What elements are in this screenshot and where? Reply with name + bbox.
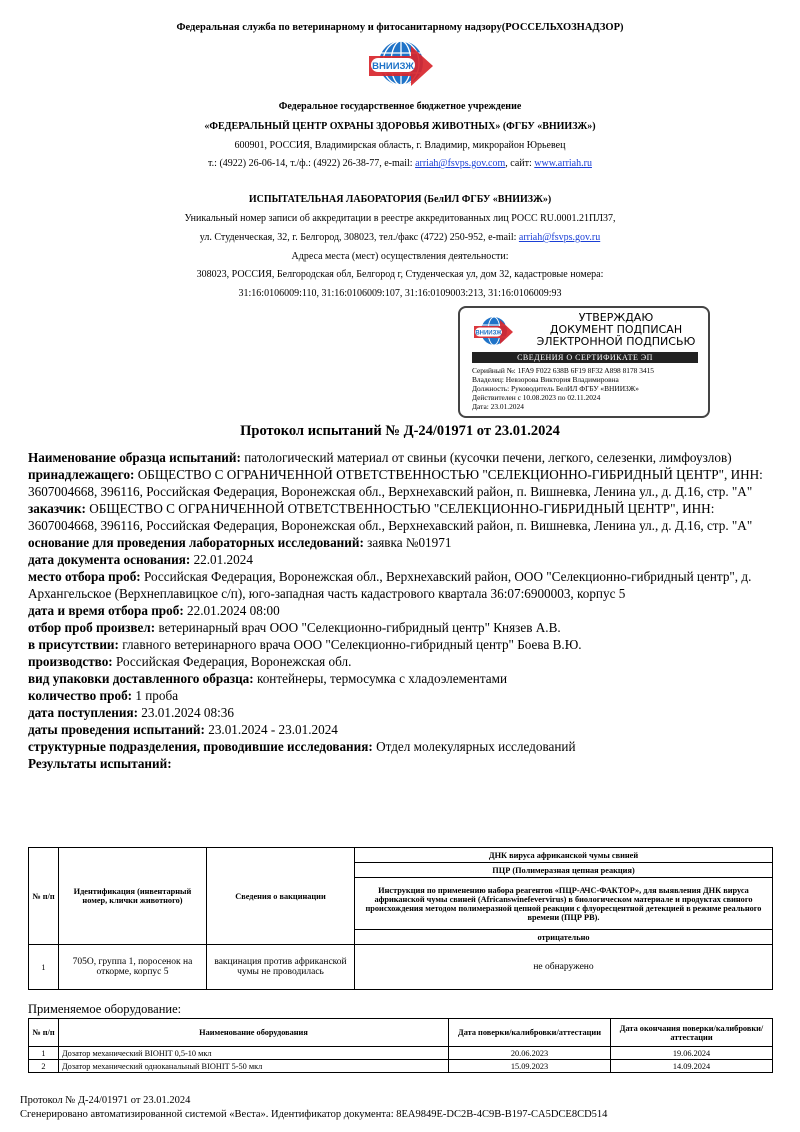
stamp-position: Должность: Руководитель БелИЛ ФГБУ «ВНИИЗЖ» [472,384,639,393]
field-results-heading [28,755,773,772]
activity-line2: 31:16:0106009:110, 31:16:0106009:107, 31:16:0109003:213, 31:16:0106009:93 [238,288,562,299]
equipment-end: 19.06.2024 [611,1047,773,1060]
field-sampled-by [28,619,773,636]
equipment-col-end: Дата окончания поверки/калибровки/аттестации [611,1019,773,1047]
field-label: место отбора проб: [28,569,141,584]
field-value: 22.01.2024 [193,552,253,567]
contacts-prefix: т.: (4922) 26-06-14, т./ф.: (4922) 26-38-77, e-mail: [208,158,416,169]
field-value: 22.01.2024 08:00 [187,603,280,618]
stamp-serial: Серийный №: 1FA9 F022 638B 6F19 8F32 A898 8178 3415 [472,366,654,375]
field-sampling-datetime [28,602,773,619]
site-prefix: , сайт: [505,158,535,169]
field-label: основание для проведения лабораторных исследований: [28,535,364,550]
field-value: ОБЩЕСТВО С ОГРАНИЧЕННОЙ ОТВЕТСТВЕННОСТЬЮ "СЕЛЕКЦИОННО-ГИБРИДНЫЙ ЦЕНТР", ИНН: 3607004668, 396116, Российская Федерация, Воронежская обл., Верхнехавский район, п. Вишневка, Ленина ул., д. Д.16, стр. "А" [28,501,753,533]
field-value: главного ветеринарного врача ООО "Селекционно-гибридный центр" Боева В.Ю. [122,637,582,652]
field-in-presence [28,636,773,653]
equipment-num: 1 [29,1047,59,1060]
footer-generated: Сгенерировано автоматизированной системой «Веста». Идентификатор документа: 8EA9849E-DC2B-4C9B-B197-CA5DCE8CD514 [20,1109,608,1120]
field-basis [28,534,773,551]
lab-address [0,232,800,243]
equipment-col-name: Наименование оборудования [59,1019,449,1047]
stamp-line1: УТВЕРЖДАЮ [578,311,654,324]
protocol-fields [28,449,773,772]
stamp-line2: ДОКУМЕНТ ПОДПИСАН [549,323,683,336]
results-header-instruction: Инструкция по применению набора реагентов «ПЦР-АЧС-ФАКТОР», для выявления ДНК вируса африканской чумы свиней (Africanswinefevervirus) в биологическом материале и продуктах свиного происхождения методом полимеразной цепной реакции с флуоресцентной детекцией в режиме реального времени (ПЦР РВ). [355,878,773,930]
field-owner [28,466,773,500]
results-col-id: Идентификация (инвентарный номер, клички животного) [59,848,207,945]
footer-protocol: Протокол № Д-24/01971 от 23.01.2024 [20,1095,191,1106]
field-label: отбор проб произвел: [28,620,156,635]
stamp-title [526,312,706,348]
field-value: Российская Федерация, Воронежская обл. [116,654,352,669]
field-label: дата и время отбора проб: [28,603,184,618]
result-id: 705О, группа 1, поросенок на откорме, корпус 5 [59,945,207,990]
field-value: ветеринарный врач ООО "Селекционно-гибридный центр" Князев А.В. [158,620,561,635]
field-sampling-place [28,568,773,602]
field-label: заказчик: [28,501,86,516]
lab-email-link[interactable]: arriah@fsvps.gov.ru [518,232,601,243]
field-packaging [28,670,773,687]
field-label: производство: [28,654,113,669]
results-col-num: № п/п [29,848,59,945]
results-table [28,847,773,990]
lab-address-text: ул. Студенческая, 32, г. Белгород, 308023, тел./факс (4722) 250-952, e-mail: [199,232,519,243]
org-email-link[interactable]: arriah@fsvps.gov.com [415,158,506,169]
lab-accreditation: Уникальный номер записи об аккредитации в реестре аккредитованных лиц РОСС RU.0001.21ПЛ37, [184,213,616,224]
page-footer [20,1094,607,1122]
vniizh-logo [361,36,439,94]
field-production [28,653,773,670]
field-label: Наименование образца испытаний: [28,450,241,465]
stamp-cert-bar: СВЕДЕНИЯ О СЕРТИФИКАТЕ ЭП [472,352,698,363]
results-header-target: ДНК вируса африканской чумы свиней [355,848,773,863]
logo-text: ВНИИЗЖ [372,61,414,72]
field-basis-date [28,551,773,568]
field-received-date [28,704,773,721]
results-col-vacc: Сведения о вакцинации [207,848,355,945]
table-row [29,945,773,990]
field-departments [28,738,773,755]
field-value: заявка №01971 [367,535,452,550]
field-label: дата поступления: [28,705,138,720]
result-num: 1 [29,945,59,990]
field-label: количество проб: [28,688,133,703]
equipment-col-date: Дата поверки/калибровки/аттестации [449,1019,611,1047]
table-row [29,1047,773,1060]
field-customer [28,500,773,534]
results-header-norm: отрицательно [355,930,773,945]
field-label: вид упаковки доставленного образца: [28,671,254,686]
org-address: 600901, РОССИЯ, Владимирская область, г. Владимир, микрорайон Юрьевец [234,140,566,151]
field-label: дата документа основания: [28,552,191,567]
field-value: патологический материал от свиньи (кусочки печени, легкого, селезенки, лимфоузлов) [244,450,732,465]
field-label: в присутствии: [28,637,119,652]
field-label: Результаты испытаний: [28,756,172,771]
equipment-num: 2 [29,1060,59,1073]
field-test-dates [28,721,773,738]
field-label: структурные подразделения, проводившие исследования: [28,739,373,754]
stamp-owner: Владелец: Невзорова Виктория Владимировна [472,375,619,384]
org-site-link[interactable]: www.arriah.ru [534,158,592,169]
equipment-title: Применяемое оборудование: [28,1002,182,1016]
field-sample-count [28,687,773,704]
lab-title: ИСПЫТАТЕЛЬНАЯ ЛАБОРАТОРИЯ (БелИЛ ФГБУ «ВНИИЗЖ») [248,194,552,205]
org-contacts [0,158,800,169]
equipment-col-num: № п/п [29,1019,59,1047]
equipment-end: 14.09.2024 [611,1060,773,1073]
activity-title: Адреса места (мест) осуществления деятельности: [291,251,509,262]
stamp-logo-text: ВНИИЗЖ [475,330,502,337]
equipment-name: Дозатор механический одноканальный BIOHIT 5-50 мкл [59,1060,449,1073]
equipment-table [28,1018,773,1073]
field-sample-name [28,449,773,466]
e-signature-stamp [458,306,710,418]
protocol-title: Протокол испытаний № Д-24/01971 от 23.01.2024 [240,423,560,439]
org-type: Федеральное государственное бюджетное учреждение [278,101,522,112]
equipment-date: 15.09.2023 [449,1060,611,1073]
results-header-method: ПЦР (Полимеразная цепная реакция) [355,863,773,878]
field-value: ОБЩЕСТВО С ОГРАНИЧЕННОЙ ОТВЕТСТВЕННОСТЬЮ "СЕЛЕКЦИОННО-ГИБРИДНЫЙ ЦЕНТР", ИНН: 3607004668, 396116, Российская Федерация, Воронежская обл., Верхнехавский район, п. Вишневка, Ленина ул., д. Д.16, стр. "А" [28,467,763,499]
equipment-name: Дозатор механический BIOHIT 0,5-10 мкл [59,1047,449,1060]
stamp-logo [472,314,514,350]
field-label: даты проведения испытаний: [28,722,205,737]
field-value: 23.01.2024 08:36 [141,705,234,720]
table-row [29,1060,773,1073]
field-value: Отдел молекулярных исследований [376,739,576,754]
stamp-date: Дата: 23.01.2024 [472,402,524,411]
equipment-date: 20.06.2023 [449,1047,611,1060]
field-value: 1 проба [135,688,179,703]
activity-line1: 308023, РОССИЯ, Белгородская обл, Белгород г, Студенческая ул, дом 32, кадастровые номера: [196,269,604,280]
org-name: «ФЕДЕРАЛЬНЫЙ ЦЕНТР ОХРАНЫ ЗДОРОВЬЯ ЖИВОТНЫХ» (ФГБУ «ВНИИЗЖ») [204,121,596,132]
result-vacc: вакцинация против африканской чумы не проводилась [207,945,355,990]
stamp-valid: Действителен с 10.08.2023 по 02.11.2024 [472,393,601,402]
result-value: не обнаружено [355,945,773,990]
stamp-line3: ЭЛЕКТРОННОЙ ПОДПИСЬЮ [536,335,696,348]
field-value: контейнеры, термосумка с хладоэлементами [256,671,508,686]
field-value: Российская Федерация, Воронежская обл., Верхнехавский район, ООО "Селекционно-гибридный центр", д. Архангельское (Верхнеплавицкое с/п), юго-западная часть кадастрового квартала 36:07:6900003, корпус 5 [28,569,752,601]
field-label: принадлежащего: [28,467,135,482]
field-value: 23.01.2024 - 23.01.2024 [208,722,338,737]
agency-name: Федеральная служба по ветеринарному и фитосанитарному надзору(РОССЕЛЬХОЗНАДЗОР) [176,22,624,33]
